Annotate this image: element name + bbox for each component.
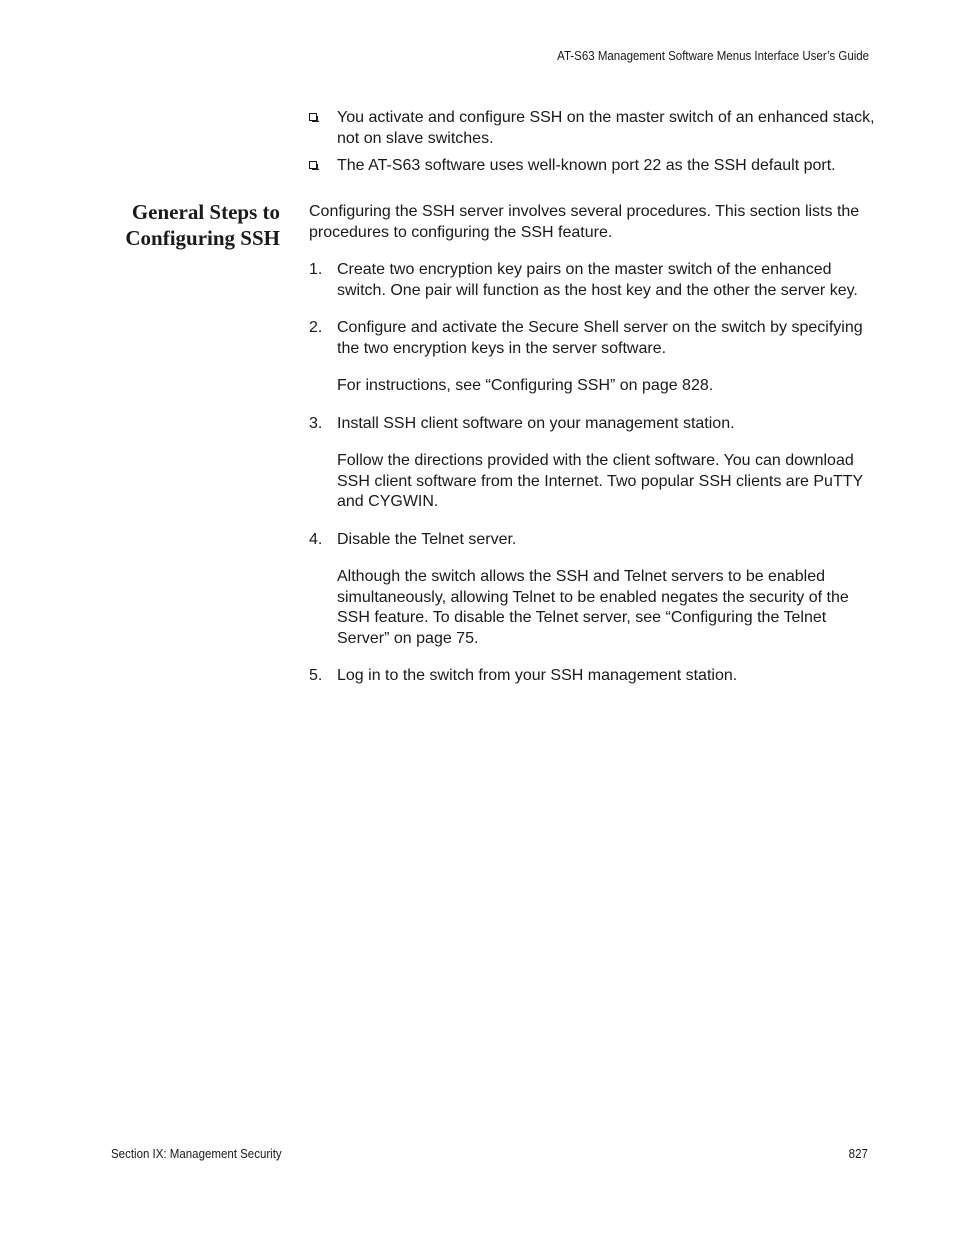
bullet-text: You activate and configure SSH on the master switch of an enhanced stack, not on slave switches. [337, 109, 875, 147]
step-number: 1. [309, 261, 323, 278]
running-header: AT-S63 Management Software Menus Interface User’s Guide [557, 49, 869, 63]
step-text: Log in to the switch from your SSH management station. [337, 667, 738, 684]
step-item [309, 318, 879, 397]
step-item [309, 260, 879, 301]
step-item [309, 666, 879, 687]
bullet-list [309, 108, 879, 184]
step-text: Disable the Telnet server. [337, 530, 517, 548]
step-note: For instructions, see “Configuring SSH” on page 828. [337, 377, 714, 394]
step-text: Install SSH client software on your management station. [337, 414, 735, 432]
section-heading [125, 199, 280, 251]
step-note: Although the switch allows the SSH and Telnet servers to be enabled simultaneously, allowing Telnet to be enabled negates the security of the SSH feature. To disable the Telnet server, see “Configuring the Telnet Server” on page 75. [337, 568, 849, 647]
section-heading-line: General Steps to [131, 200, 280, 224]
intro-paragraph: Configuring the SSH server involves several procedures. This section lists the procedures to configuring the SSH feature. [309, 203, 860, 241]
checkbox-bullet-icon [309, 113, 317, 121]
step-item [309, 414, 879, 513]
step-note: Follow the directions provided with the client software. You can download SSH client software from the Internet. Two popular SSH clients are PuTTY and CYGWIN. [337, 452, 863, 510]
step-text: Configure and activate the Secure Shell server on the switch by specifying the two encryption keys in the server software. [337, 319, 863, 357]
section-heading-line: Configuring SSH [125, 226, 280, 250]
step-number: 5. [309, 667, 323, 684]
step-text: Create two encryption key pairs on the master switch of the enhanced switch. One pair will function as the host key and the other the server key. [337, 261, 858, 299]
footer-page-number: 827 [848, 1147, 868, 1161]
bullet-item [309, 108, 879, 149]
footer-section-name: Section IX: Management Security [111, 1147, 282, 1161]
step-item [309, 530, 879, 650]
procedure-body [309, 202, 879, 704]
step-number: 3. [309, 414, 323, 432]
bullet-item [309, 156, 879, 177]
bullet-text: The AT-S63 software uses well-known port 22 as the SSH default port. [337, 157, 836, 174]
step-number: 4. [309, 530, 323, 548]
checkbox-bullet-icon [309, 161, 317, 169]
step-number: 2. [309, 319, 323, 336]
